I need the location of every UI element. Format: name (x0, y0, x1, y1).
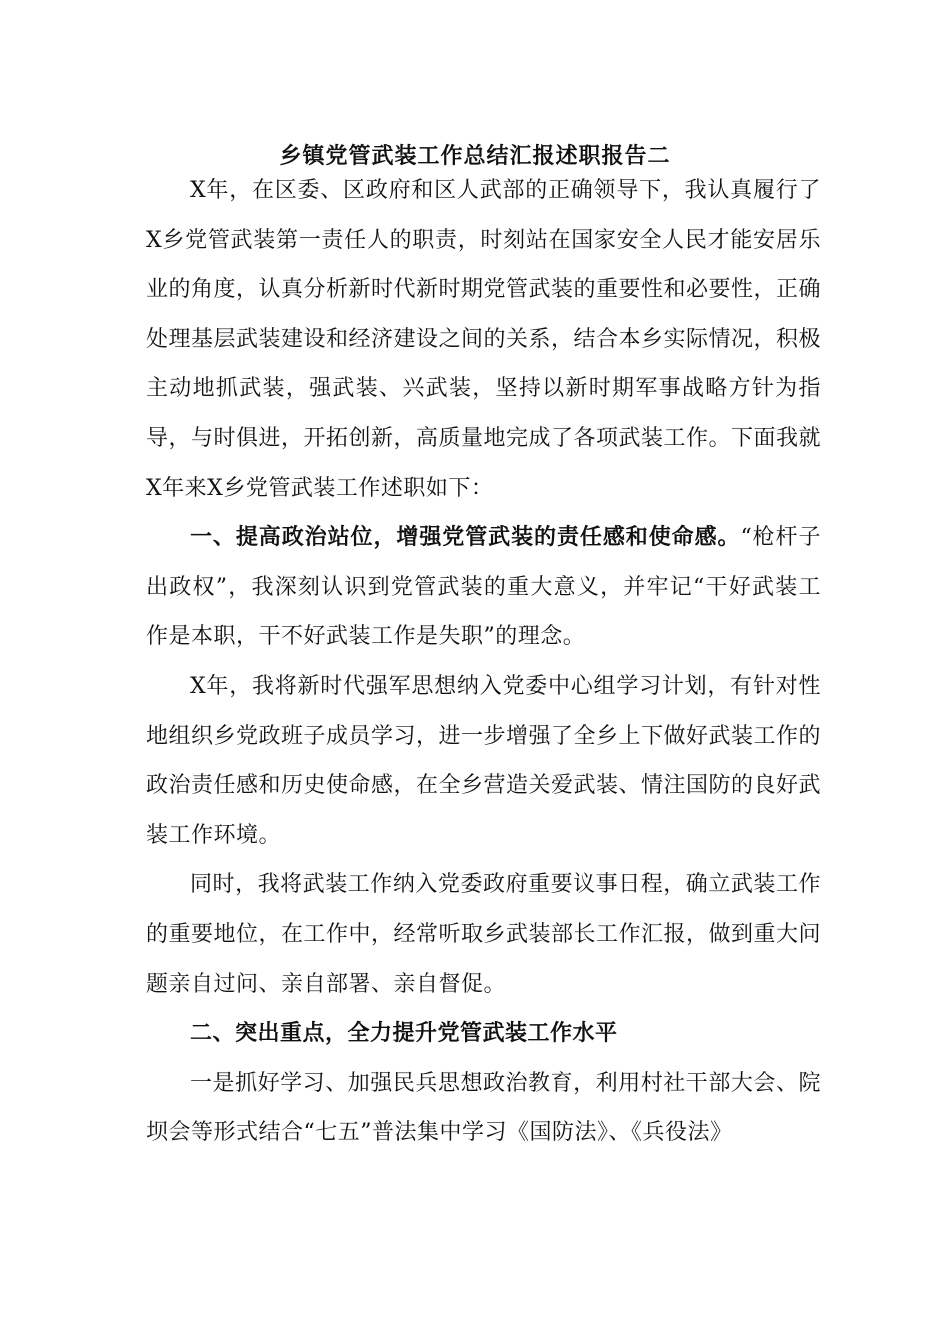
paragraph-section-one (146, 513, 821, 662)
paragraph-text: X年，我将新时代强军思想纳入党委中心组学习计划，有针对性地组织乡党政班子成员学习，进一步增强了全乡上下做好武装工作的政治责任感和历史使命感，在全乡营造关爱武装、情注国防的良好武装工作环境。 (146, 673, 822, 848)
paragraph-section-two (146, 1009, 821, 1059)
document-title: 乡镇党管武装工作总结汇报述职报告二 (279, 143, 671, 169)
paragraph-text: “枪杆子出政权”，我深刻认识到党管武装的重大意义，并牢记“干好武装工作是本职，干不好武装工作是失职”的理念。 (146, 525, 821, 650)
paragraph-intro (146, 166, 821, 513)
section-heading: 二、突出重点，全力提升党管武装工作水平 (190, 1020, 618, 1047)
paragraph-agenda (146, 860, 821, 1009)
paragraph-study-education (146, 1059, 821, 1158)
paragraph-text: X年，在区委、区政府和区人武部的正确领导下，我认真履行了X乡党管武装第一责任人的职责，时刻站在国家安全人民才能安居乐业的角度，认真分析新时代新时期党管武装的重要性和必要性，正确处理基层武装建设和经济建设之间的关系，结合本乡实际情况，积极主动地抓武装，强武装、兴武装，坚持以新时期军事战略方针为指导，与时俱进，开拓创新，高质量地完成了各项武装工作。下面我就X年来X乡党管武装工作述职如下： (146, 178, 822, 501)
paragraph-text: 同时，我将武装工作纳入党委政府重要议事日程，确立武装工作的重要地位，在工作中，经常听取乡武装部长工作汇报，做到重大问题亲自过问、亲自部署、亲自督促。 (146, 872, 822, 997)
document-body (146, 166, 821, 1158)
section-heading: 一、提高政治站位，增强党管武装的责任感和使命感。 (190, 524, 741, 551)
paragraph-text: 一是抓好学习、加强民兵思想政治教育，利用村社干部大会、院坝会等形式结合“七五”普法集中学习《国防法》、《兵役法》 (146, 1070, 821, 1146)
paragraph-study-plan (146, 662, 821, 860)
